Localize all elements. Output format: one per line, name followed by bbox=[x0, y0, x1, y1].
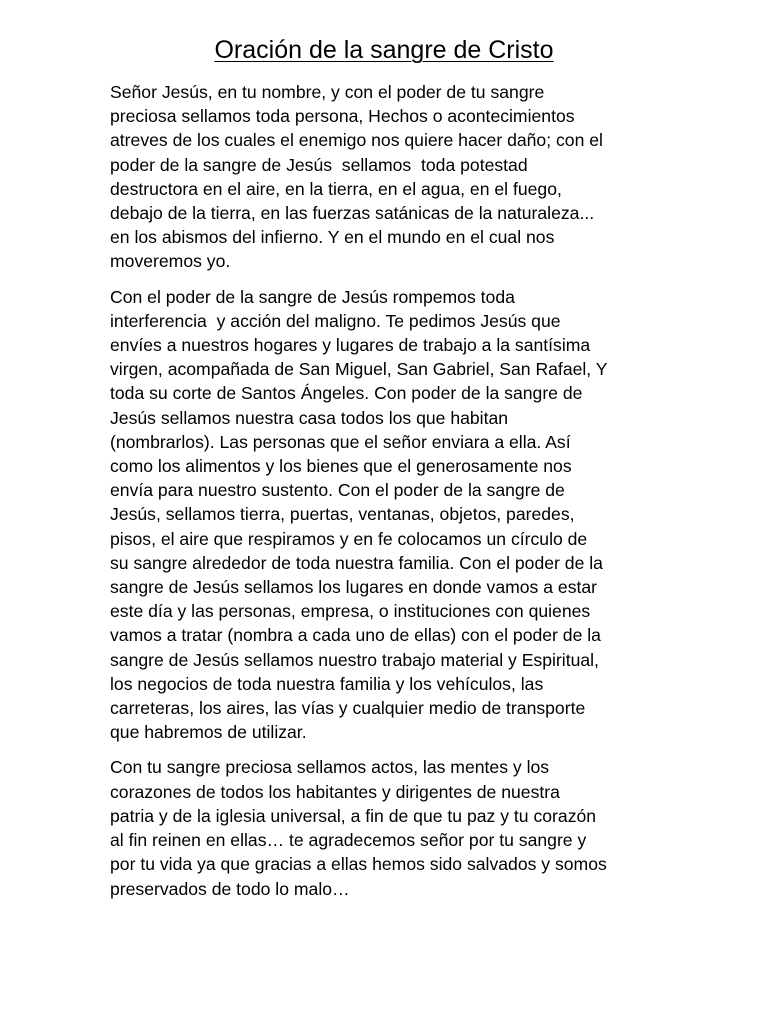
paragraph-1: Señor Jesús, en tu nombre, y con el poder de tu sangre preciosa sellamos toda persona, Hechos o acontecimientos atreves de los cuales el enemigo nos quiere hacer daño; con el poder de la sangre de Jesús sellamos toda potestad destructora en el aire, en la tierra, en el agua, en el fuego, debajo de la tierra, en las fuerzas satánicas de la naturaleza... en los abismos del infierno. Y en el mundo en el cual nos moveremos yo. bbox=[110, 82, 603, 272]
paragraph-3: Con tu sangre preciosa sellamos actos, las mentes y los corazones de todos los habitantes y dirigentes de nuestra patria y de la iglesia universal, a fin de que tu paz y tu corazón al fin reinen en ellas… te agradecemos señor por tu sangre y por tu vida ya que gracias a ellas hemos sido salvados y somos preservados de todo lo malo… bbox=[110, 757, 607, 899]
paragraph-2: Con el poder de la sangre de Jesús rompemos toda interferencia y acción del maligno. Te pedimos Jesús que envíes a nuestros hogares y lugares de trabajo a la santísima virgen, acompañada de San Miguel, San Gabriel, San Rafael, Y toda su corte de Santos Ángeles. Con poder de la sangre de Jesús sellamos nuestra casa todos los que habitan (nombrarlos). Las personas que el señor enviara a ella. Así como los alimentos y los bienes que el generosamente nos envía para nuestro sustento. Con el poder de la sangre de Jesús, sellamos tierra, puertas, ventanas, objetos, paredes, pisos, el aire que respiramos y en fe colocamos un círculo de su sangre alrededor de toda nuestra familia. Con el poder de la sangre de Jesús sellamos los lugares en donde vamos a estar este día y las personas, empresa, o instituciones con quienes vamos a tratar (nombra a cada uno de ellas) con el poder de la sangre de Jesús sellamos nuestro trabajo material y Espiritual, los negocios de toda nuestra familia y los vehículos, las carreteras, los aires, las vías y cualquier medio de transporte que habremos de utilizar. bbox=[110, 286, 608, 743]
document-title: Oración de la sangre de Cristo bbox=[214, 36, 554, 64]
document-body bbox=[110, 80, 670, 912]
